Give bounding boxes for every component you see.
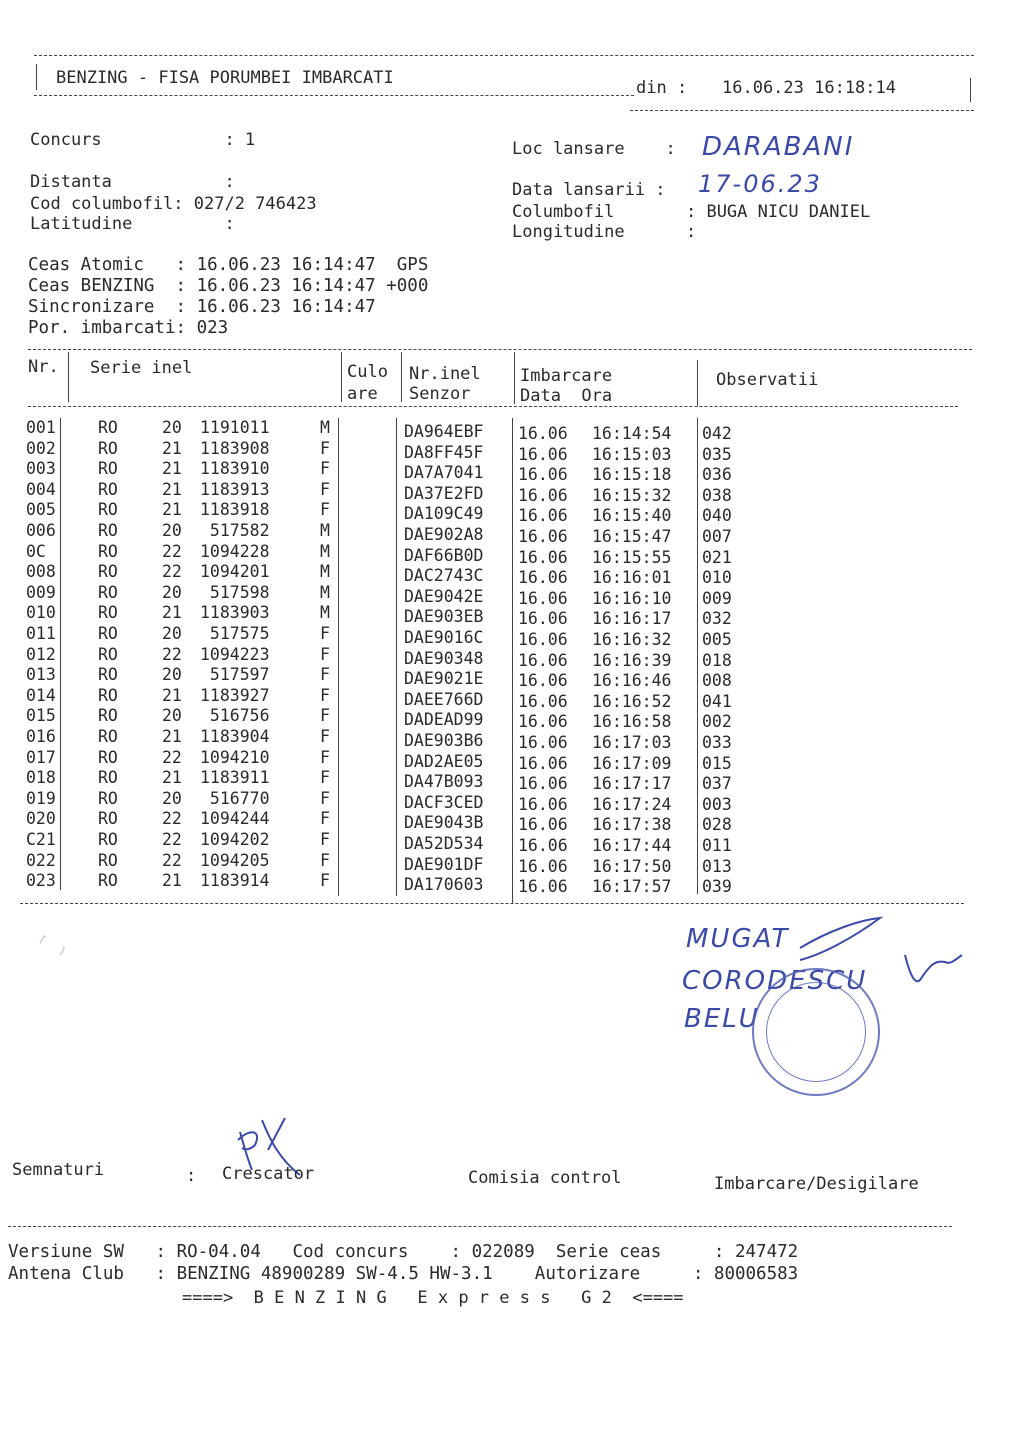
- document-title: BENZING - FISA PORUMBEI IMBARCATI: [56, 68, 394, 88]
- cell-an: 21: [162, 479, 182, 499]
- cell-observatii: 040: [702, 506, 732, 526]
- cell-tara: RO: [98, 665, 118, 685]
- cell-inel: 517582: [200, 521, 270, 540]
- cell-ora: 16:15:47: [592, 527, 672, 546]
- cell-an: 20: [162, 788, 182, 808]
- cell-data: 16.06: [518, 671, 568, 691]
- cell-nr: 002: [26, 438, 56, 458]
- cell-sex: F: [320, 500, 330, 520]
- cell-an: 22: [162, 562, 182, 582]
- handwritten-name-1: MUGAT: [686, 924, 790, 954]
- cell-ora: 16:16:10: [592, 588, 672, 608]
- longitudine-line: Longitudine :: [512, 222, 697, 242]
- cell-inel: 1094223: [200, 644, 270, 664]
- cell-an: 22: [162, 830, 182, 849]
- cell-inel: 516770: [200, 788, 270, 808]
- cell-sex: F: [320, 459, 330, 479]
- col-header-culoare-2: are: [347, 384, 378, 404]
- cell-senzor: DA964EBF: [404, 422, 484, 441]
- cell-data: 16.06: [518, 753, 568, 773]
- cell-ora: 16:17:24: [592, 794, 672, 814]
- cell-sex: F: [320, 685, 330, 705]
- cell-inel: 1183927: [200, 685, 270, 705]
- cell-data: 16.06: [518, 465, 568, 485]
- cell-senzor: DA109C49: [404, 504, 484, 524]
- cell-ora: 16:16:32: [592, 630, 672, 649]
- cell-tara: RO: [98, 541, 118, 561]
- cell-tara: RO: [98, 438, 118, 458]
- cell-observatii: 007: [702, 527, 732, 546]
- cell-sex: M: [320, 603, 330, 623]
- cell-senzor: DAE9042E: [404, 586, 484, 606]
- cell-sex: F: [320, 850, 330, 870]
- cell-sex: F: [320, 624, 330, 643]
- cell-data: 16.06: [518, 630, 568, 649]
- loc-lansare-label: Loc lansare :: [512, 139, 676, 159]
- cell-ora: 16:17:50: [592, 856, 672, 876]
- cell-an: 22: [162, 809, 182, 829]
- cell-senzor: DAE903EB: [404, 607, 484, 627]
- cell-an: 22: [162, 747, 182, 767]
- cell-sex: M: [320, 562, 330, 582]
- cell-senzor: DAE901DF: [404, 854, 484, 874]
- cell-inel: 517597: [200, 665, 270, 685]
- cell-ora: 16:16:52: [592, 691, 672, 711]
- cell-nr: 017: [26, 747, 56, 767]
- cell-data: 16.06: [518, 506, 568, 526]
- cell-tara: RO: [98, 500, 118, 520]
- cell-inel: 516756: [200, 706, 270, 726]
- cell-inel: 1183908: [200, 438, 270, 458]
- cell-senzor: DA52D534: [404, 834, 484, 853]
- cell-observatii: 015: [702, 753, 732, 773]
- cell-tara: RO: [98, 562, 118, 582]
- cell-data: 16.06: [518, 424, 568, 443]
- cell-an: 22: [162, 850, 182, 870]
- cell-senzor: DAE9043B: [404, 813, 484, 833]
- cell-senzor: DACF3CED: [404, 792, 484, 812]
- porumbei-imbarcati-line: Por. imbarcati: 023: [28, 318, 229, 338]
- cell-ora: 16:17:03: [592, 733, 672, 752]
- cell-inel: 1094202: [200, 830, 270, 849]
- comisia-control-label: Comisia control: [468, 1168, 622, 1188]
- sincronizare-line: Sincronizare : 16.06.23 16:14:47: [28, 297, 376, 317]
- col-header-imbarcare-1: Imbarcare: [520, 366, 613, 386]
- cell-tara: RO: [98, 418, 118, 437]
- col-header-nr-inel-1: Nr.inel: [409, 364, 481, 384]
- crescator-label: Crescator: [222, 1164, 315, 1184]
- cell-ora: 16:17:17: [592, 774, 672, 794]
- cell-an: 21: [162, 438, 182, 458]
- cell-tara: RO: [98, 521, 118, 540]
- cell-ora: 16:15:03: [592, 444, 672, 464]
- cell-observatii: 009: [702, 588, 732, 608]
- cell-data: 16.06: [518, 547, 568, 567]
- cell-tara: RO: [98, 871, 118, 891]
- cell-sex: F: [320, 747, 330, 767]
- cell-tara: RO: [98, 706, 118, 726]
- semnaturi-colon: :: [186, 1166, 197, 1186]
- cell-inel: 1183914: [200, 871, 270, 891]
- data-lansarii-handwritten: 17-06.23: [698, 170, 822, 198]
- cell-observatii: 010: [702, 568, 732, 588]
- cell-senzor: DAF66B0D: [404, 545, 484, 565]
- concurs-line: Concurs : 1: [30, 130, 256, 150]
- cell-nr: 006: [26, 521, 56, 540]
- cell-nr: 012: [26, 644, 56, 664]
- cell-ora: 16:15:55: [592, 547, 672, 567]
- cell-nr: 013: [26, 665, 56, 685]
- cell-sex: M: [320, 521, 330, 540]
- cell-senzor: DAC2743C: [404, 566, 484, 586]
- cell-senzor: DAEE766D: [404, 689, 484, 709]
- cell-observatii: 042: [702, 424, 732, 443]
- cell-observatii: 005: [702, 630, 732, 649]
- cell-observatii: 032: [702, 609, 732, 629]
- cell-observatii: 035: [702, 444, 732, 464]
- cell-nr: 003: [26, 459, 56, 479]
- col-header-serie-inel: Serie inel: [90, 358, 193, 378]
- cell-an: 21: [162, 603, 182, 623]
- paper-mark: [40, 934, 64, 958]
- cell-an: 21: [162, 685, 182, 705]
- cell-an: 20: [162, 582, 182, 602]
- cell-an: 20: [162, 624, 182, 643]
- col-header-imbarcare-2: Data Ora: [520, 386, 613, 406]
- cell-tara: RO: [98, 624, 118, 643]
- cell-tara: RO: [98, 747, 118, 767]
- cell-observatii: 008: [702, 671, 732, 691]
- cell-senzor: DA37E2FD: [404, 483, 484, 503]
- cell-ora: 16:16:01: [592, 568, 672, 588]
- cell-ora: 16:16:17: [592, 609, 672, 629]
- cell-observatii: 003: [702, 794, 732, 814]
- cell-data: 16.06: [518, 444, 568, 464]
- cell-tara: RO: [98, 644, 118, 664]
- distanta-line: Distanta :: [30, 172, 235, 192]
- cell-inel: 1183913: [200, 479, 270, 499]
- cell-an: 21: [162, 768, 182, 788]
- cell-nr: 014: [26, 685, 56, 705]
- cell-an: 21: [162, 871, 182, 891]
- signature-2: [905, 955, 962, 981]
- col-header-nr-inel-2: Senzor: [409, 384, 471, 404]
- cell-ora: 16:16:58: [592, 712, 672, 732]
- cell-inel: 1183904: [200, 727, 270, 746]
- cell-ora: 16:15:32: [592, 485, 672, 505]
- cell-nr: 010: [26, 603, 56, 623]
- cell-ora: 16:16:39: [592, 650, 672, 670]
- cell-inel: 517598: [200, 582, 270, 602]
- signature-1: [800, 918, 880, 960]
- cell-ora: 16:17:57: [592, 877, 672, 897]
- handwritten-name-2: CORODESCU: [682, 966, 868, 996]
- cell-observatii: 028: [702, 815, 732, 835]
- cell-data: 16.06: [518, 568, 568, 588]
- cod-columbofil-line: Cod columbofil: 027/2 746423: [30, 194, 317, 214]
- cell-observatii: 018: [702, 650, 732, 670]
- cell-data: 16.06: [518, 588, 568, 608]
- cell-data: 16.06: [518, 877, 568, 897]
- ceas-benzing-line: Ceas BENZING : 16.06.23 16:14:47 +000: [28, 276, 429, 296]
- cell-sex: M: [320, 541, 330, 561]
- cell-observatii: 038: [702, 485, 732, 505]
- cell-data: 16.06: [518, 691, 568, 711]
- cell-an: 22: [162, 541, 182, 561]
- cell-observatii: 036: [702, 465, 732, 485]
- cell-inel: 1183918: [200, 500, 270, 520]
- cell-nr: 022: [26, 850, 56, 870]
- cell-inel: 1183911: [200, 768, 270, 788]
- cell-data: 16.06: [518, 609, 568, 629]
- cell-inel: 1094210: [200, 747, 270, 767]
- cell-tara: RO: [98, 603, 118, 623]
- cell-tara: RO: [98, 850, 118, 870]
- cell-sex: F: [320, 830, 330, 849]
- cell-senzor: DAE9021E: [404, 669, 484, 689]
- cell-tara: RO: [98, 459, 118, 479]
- cell-an: 21: [162, 500, 182, 520]
- cell-an: 21: [162, 459, 182, 479]
- cell-tara: RO: [98, 788, 118, 808]
- cell-sex: F: [320, 788, 330, 808]
- semnaturi-label: Semnaturi: [12, 1160, 105, 1180]
- cell-ora: 16:17:09: [592, 753, 672, 773]
- cell-an: 22: [162, 644, 182, 664]
- cell-ora: 16:14:54: [592, 424, 672, 443]
- imbarcare-desigilare-label: Imbarcare/Desigilare: [714, 1174, 919, 1194]
- columbofil-line: Columbofil : BUGA NICU DANIEL: [512, 202, 871, 222]
- cell-observatii: 011: [702, 836, 732, 855]
- cell-inel: 1183903: [200, 603, 270, 623]
- cell-sex: M: [320, 582, 330, 602]
- print-date-label: din :: [636, 78, 688, 98]
- cell-observatii: 021: [702, 547, 732, 567]
- cell-nr: 020: [26, 809, 56, 829]
- cell-data: 16.06: [518, 733, 568, 752]
- cell-tara: RO: [98, 727, 118, 746]
- cell-data: 16.06: [518, 856, 568, 876]
- footer-versiune-line: Versiune SW : RO-04.04 Cod concurs : 022089 Serie ceas : 247472: [8, 1242, 799, 1262]
- footer-rule: [8, 1226, 952, 1227]
- cell-nr: 005: [26, 500, 56, 520]
- cell-tara: RO: [98, 685, 118, 705]
- cell-senzor: DAE9016C: [404, 628, 484, 647]
- cell-data: 16.06: [518, 836, 568, 855]
- col-header-nr: Nr.: [28, 357, 59, 377]
- cell-sex: F: [320, 809, 330, 829]
- cell-data: 16.06: [518, 650, 568, 670]
- association-stamp: [752, 968, 880, 1096]
- cell-tara: RO: [98, 768, 118, 788]
- data-lansarii-label: Data lansarii :: [512, 180, 666, 200]
- cell-an: 20: [162, 418, 182, 437]
- cell-observatii: 013: [702, 856, 732, 876]
- cell-inel: 1094205: [200, 850, 270, 870]
- cell-nr: 019: [26, 788, 56, 808]
- cell-inel: 517575: [200, 624, 270, 643]
- cell-observatii: 037: [702, 774, 732, 794]
- cell-sex: F: [320, 665, 330, 685]
- cell-senzor: DA47B093: [404, 772, 484, 792]
- cell-senzor: DA170603: [404, 875, 484, 895]
- cell-nr: 001: [26, 418, 56, 437]
- cell-nr: 015: [26, 706, 56, 726]
- cell-sex: F: [320, 871, 330, 891]
- cell-nr: 009: [26, 582, 56, 602]
- print-date-value: 16.06.23 16:18:14: [722, 78, 896, 98]
- cell-senzor: DA8FF45F: [404, 442, 484, 462]
- cell-tara: RO: [98, 582, 118, 602]
- cell-sex: F: [320, 644, 330, 664]
- ceas-atomic-line: Ceas Atomic : 16.06.23 16:14:47 GPS: [28, 255, 429, 275]
- cell-tara: RO: [98, 830, 118, 849]
- cell-senzor: DA7A7041: [404, 463, 484, 483]
- cell-an: 20: [162, 521, 182, 540]
- cell-inel: 1183910: [200, 459, 270, 479]
- loc-lansare-handwritten: DARABANI: [702, 132, 855, 162]
- cell-data: 16.06: [518, 794, 568, 814]
- footer-express-line: ====> B E N Z I N G E x p r e s s G 2 <====: [182, 1288, 684, 1308]
- cell-ora: 16:17:38: [592, 815, 672, 835]
- footer-antena-line: Antena Club : BENZING 48900289 SW-4.5 HW-3.1 Autorizare : 80006583: [8, 1264, 799, 1284]
- cell-sex: M: [320, 418, 330, 437]
- cell-ora: 16:17:44: [592, 836, 672, 855]
- cell-nr: 011: [26, 624, 56, 643]
- cell-an: 20: [162, 665, 182, 685]
- cell-observatii: 002: [702, 712, 732, 732]
- cell-sex: F: [320, 438, 330, 458]
- cell-data: 16.06: [518, 527, 568, 546]
- cell-tara: RO: [98, 809, 118, 829]
- col-header-culoare-1: Culo: [347, 362, 388, 382]
- cell-data: 16.06: [518, 774, 568, 794]
- cell-sex: F: [320, 727, 330, 746]
- cell-observatii: 041: [702, 691, 732, 711]
- cell-senzor: DAE90348: [404, 648, 484, 668]
- cell-inel: 1094201: [200, 562, 270, 582]
- cell-inel: 1191011: [200, 418, 270, 437]
- cell-data: 16.06: [518, 485, 568, 505]
- handwritten-name-3: BELU: [684, 1004, 760, 1034]
- col-header-observatii: Observatii: [716, 370, 819, 390]
- cell-nr: 0C: [26, 541, 46, 561]
- cell-nr: 004: [26, 479, 56, 499]
- cell-sex: F: [320, 479, 330, 499]
- cell-observatii: 033: [702, 733, 732, 752]
- cell-ora: 16:16:46: [592, 671, 672, 691]
- cell-senzor: DADEAD99: [404, 710, 484, 730]
- cell-nr: C21: [26, 830, 56, 849]
- cell-nr: 008: [26, 562, 56, 582]
- cell-senzor: DAD2AE05: [404, 751, 484, 771]
- cell-inel: 1094228: [200, 541, 270, 561]
- cell-sex: F: [320, 768, 330, 788]
- cell-an: 21: [162, 727, 182, 746]
- cell-an: 20: [162, 706, 182, 726]
- cell-nr: 018: [26, 768, 56, 788]
- cell-tara: RO: [98, 479, 118, 499]
- cell-senzor: DAE902A8: [404, 525, 484, 544]
- cell-senzor: DAE903B6: [404, 731, 484, 750]
- cell-sex: F: [320, 706, 330, 726]
- cell-nr: 016: [26, 727, 56, 746]
- cell-ora: 16:15:18: [592, 465, 672, 485]
- cell-data: 16.06: [518, 815, 568, 835]
- cell-data: 16.06: [518, 712, 568, 732]
- cell-ora: 16:15:40: [592, 506, 672, 526]
- cell-inel: 1094244: [200, 809, 270, 829]
- latitudine-line: Latitudine :: [30, 214, 235, 234]
- cell-nr: 023: [26, 871, 56, 891]
- cell-observatii: 039: [702, 877, 732, 897]
